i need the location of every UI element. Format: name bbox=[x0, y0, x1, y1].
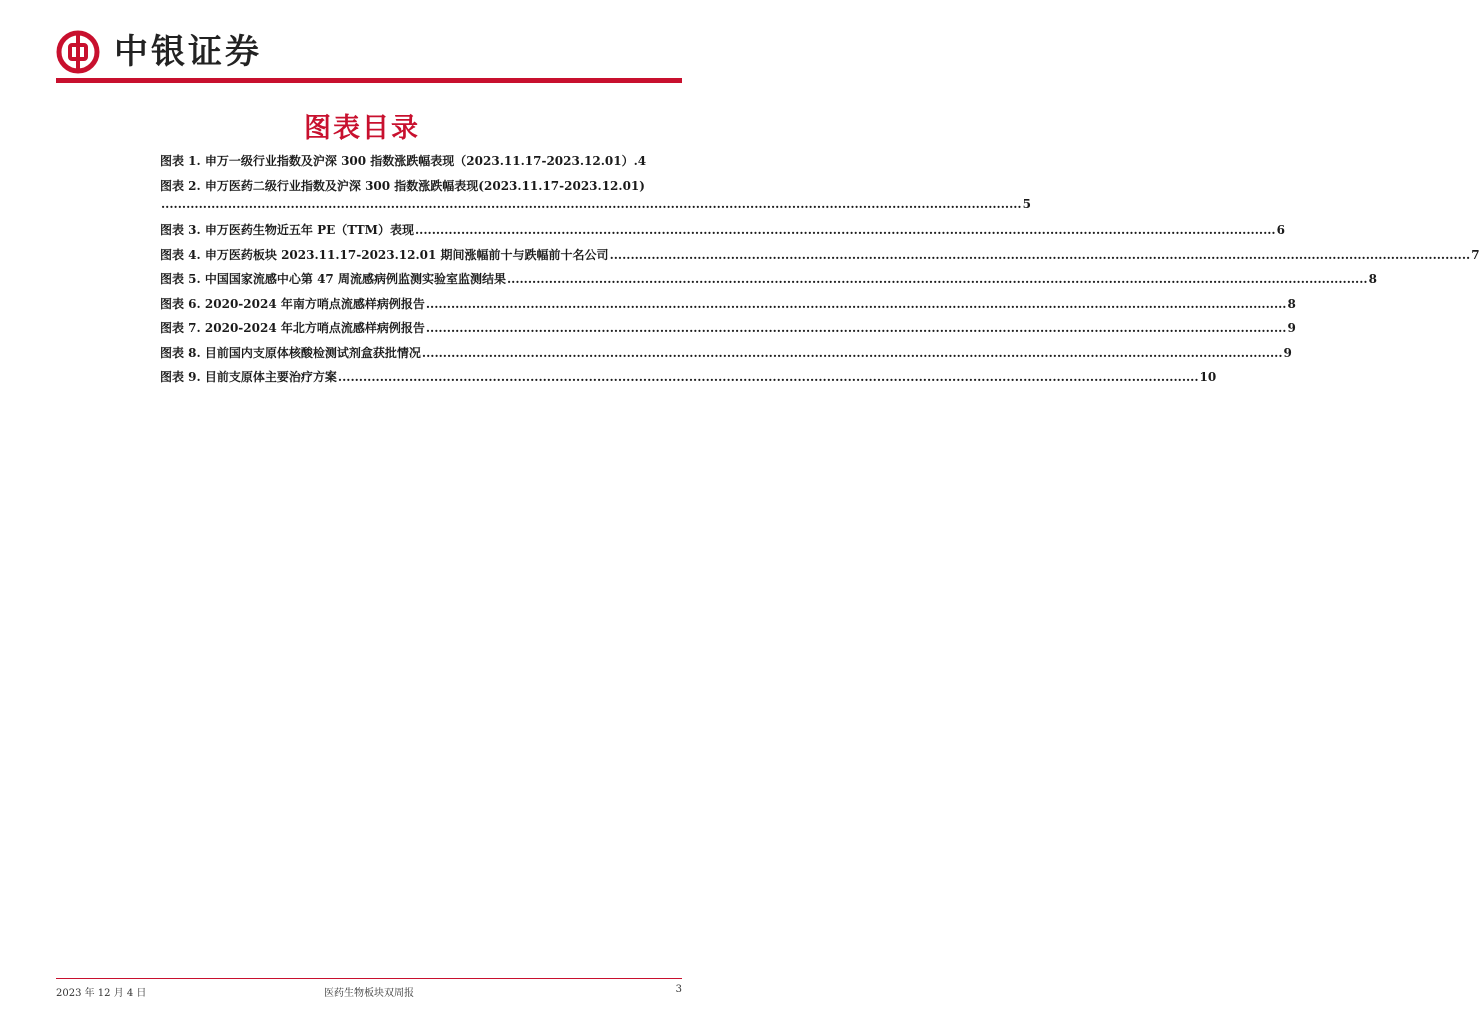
footer-date: 2023 年 12 月 4 日 bbox=[56, 988, 147, 999]
toc-entry-page: .4 bbox=[633, 154, 647, 168]
toc-leader-dots bbox=[610, 248, 1471, 262]
toc-entry-title: 申万一级行业指数及沪深 300 指数涨跌幅表现（2023.11.17-2023.12.01） bbox=[204, 154, 634, 168]
toc-entry[interactable] bbox=[160, 221, 1285, 246]
brand-name: 中银证券 bbox=[114, 32, 262, 72]
toc-entry-page: 10 bbox=[1199, 370, 1217, 384]
toc-entry-label: 图表 2. 申万医药二级行业指数及沪深 300 指数涨跌幅表现(2023.11.17-2023.12.01) bbox=[160, 178, 645, 193]
toc-entry-label: 图表 7. 2020-2024 年北方哨点流感样病例报告 bbox=[160, 321, 425, 335]
toc-leader-dots bbox=[422, 346, 1283, 360]
toc-entry-label: 图表 5. 中国国家流感中心第 47 周流感病例监测实验室监测结果 bbox=[160, 272, 506, 286]
footer-divider bbox=[56, 978, 682, 979]
toc-entry-title: 申万医药二级行业指数及沪深 300 指数涨跌幅表现(2023.11.17-2023.12.01) bbox=[204, 178, 645, 193]
toc-entry-label: 图表 4. 申万医药板块 2023.11.17-2023.12.01 期间涨幅前十与跌幅前十名公司 bbox=[160, 247, 609, 262]
toc-entry[interactable] bbox=[160, 344, 1292, 369]
toc-entry-page: 5 bbox=[1022, 196, 1031, 211]
toc-entry-title: 2020-2024 年南方哨点流感样病例报告 bbox=[204, 296, 425, 311]
toc-entry-page: 6 bbox=[1276, 223, 1285, 237]
toc-leader-dots bbox=[161, 197, 1022, 211]
toc-leader-dots bbox=[426, 321, 1287, 335]
toc-entry[interactable] bbox=[160, 295, 1296, 320]
toc-entry-title: 2020-2024 年北方哨点流感样病例报告 bbox=[204, 321, 425, 335]
toc-entry-label: 图表 9. 目前支原体主要治疗方案 bbox=[160, 370, 337, 384]
page-title: 图表目录 bbox=[304, 113, 420, 144]
toc-entry[interactable] bbox=[160, 319, 1296, 344]
toc-entry-page: 7 bbox=[1471, 247, 1480, 262]
toc-entry[interactable] bbox=[160, 177, 682, 197]
toc-entry[interactable] bbox=[160, 270, 1377, 295]
toc-entry[interactable] bbox=[160, 152, 682, 177]
toc-leader-dots bbox=[415, 223, 1276, 237]
toc-entry-label: 图表 8. 目前国内支原体核酸检测试剂盒获批情况 bbox=[160, 345, 421, 360]
toc-entry-title: 目前支原体主要治疗方案 bbox=[204, 370, 337, 384]
table-of-contents bbox=[160, 152, 1480, 393]
footer-report-name: 医药生物板块双周报 bbox=[324, 988, 414, 999]
footer-page-number: 3 bbox=[675, 984, 682, 995]
toc-entry-continuation[interactable] bbox=[160, 196, 1031, 222]
page-header bbox=[56, 20, 682, 82]
toc-entry-title: 申万医药板块 2023.11.17-2023.12.01 期间涨幅前十与跌幅前十名公司 bbox=[204, 247, 609, 262]
toc-entry-title: 目前国内支原体核酸检测试剂盒获批情况 bbox=[204, 345, 421, 360]
toc-entry-page: 8 bbox=[1368, 272, 1377, 286]
toc-entry-title: 申万医药生物近五年 PE（TTM）表现 bbox=[204, 223, 414, 237]
toc-leader-dots bbox=[426, 297, 1287, 311]
toc-entry-title: 中国国家流感中心第 47 周流感病例监测实验室监测结果 bbox=[204, 272, 506, 286]
page-footer bbox=[56, 984, 682, 1000]
toc-entry-page: 8 bbox=[1287, 296, 1296, 311]
toc-entry-label: 图表 6. 2020-2024 年南方哨点流感样病例报告 bbox=[160, 296, 425, 311]
toc-entry[interactable] bbox=[160, 368, 1217, 393]
toc-entry-page: 9 bbox=[1283, 345, 1292, 360]
toc-entry-page: 9 bbox=[1287, 321, 1296, 335]
toc-entry[interactable] bbox=[160, 246, 1480, 271]
toc-entry-label: 图表 3. 申万医药生物近五年 PE（TTM）表现 bbox=[160, 223, 414, 237]
header-divider bbox=[56, 78, 682, 83]
bank-of-china-logo-icon bbox=[56, 30, 100, 74]
toc-leader-dots bbox=[338, 370, 1199, 384]
toc-leader-dots bbox=[507, 272, 1368, 286]
toc-entry-label: 图表 1. 申万一级行业指数及沪深 300 指数涨跌幅表现（2023.11.17-2023.12.01） bbox=[160, 154, 634, 168]
